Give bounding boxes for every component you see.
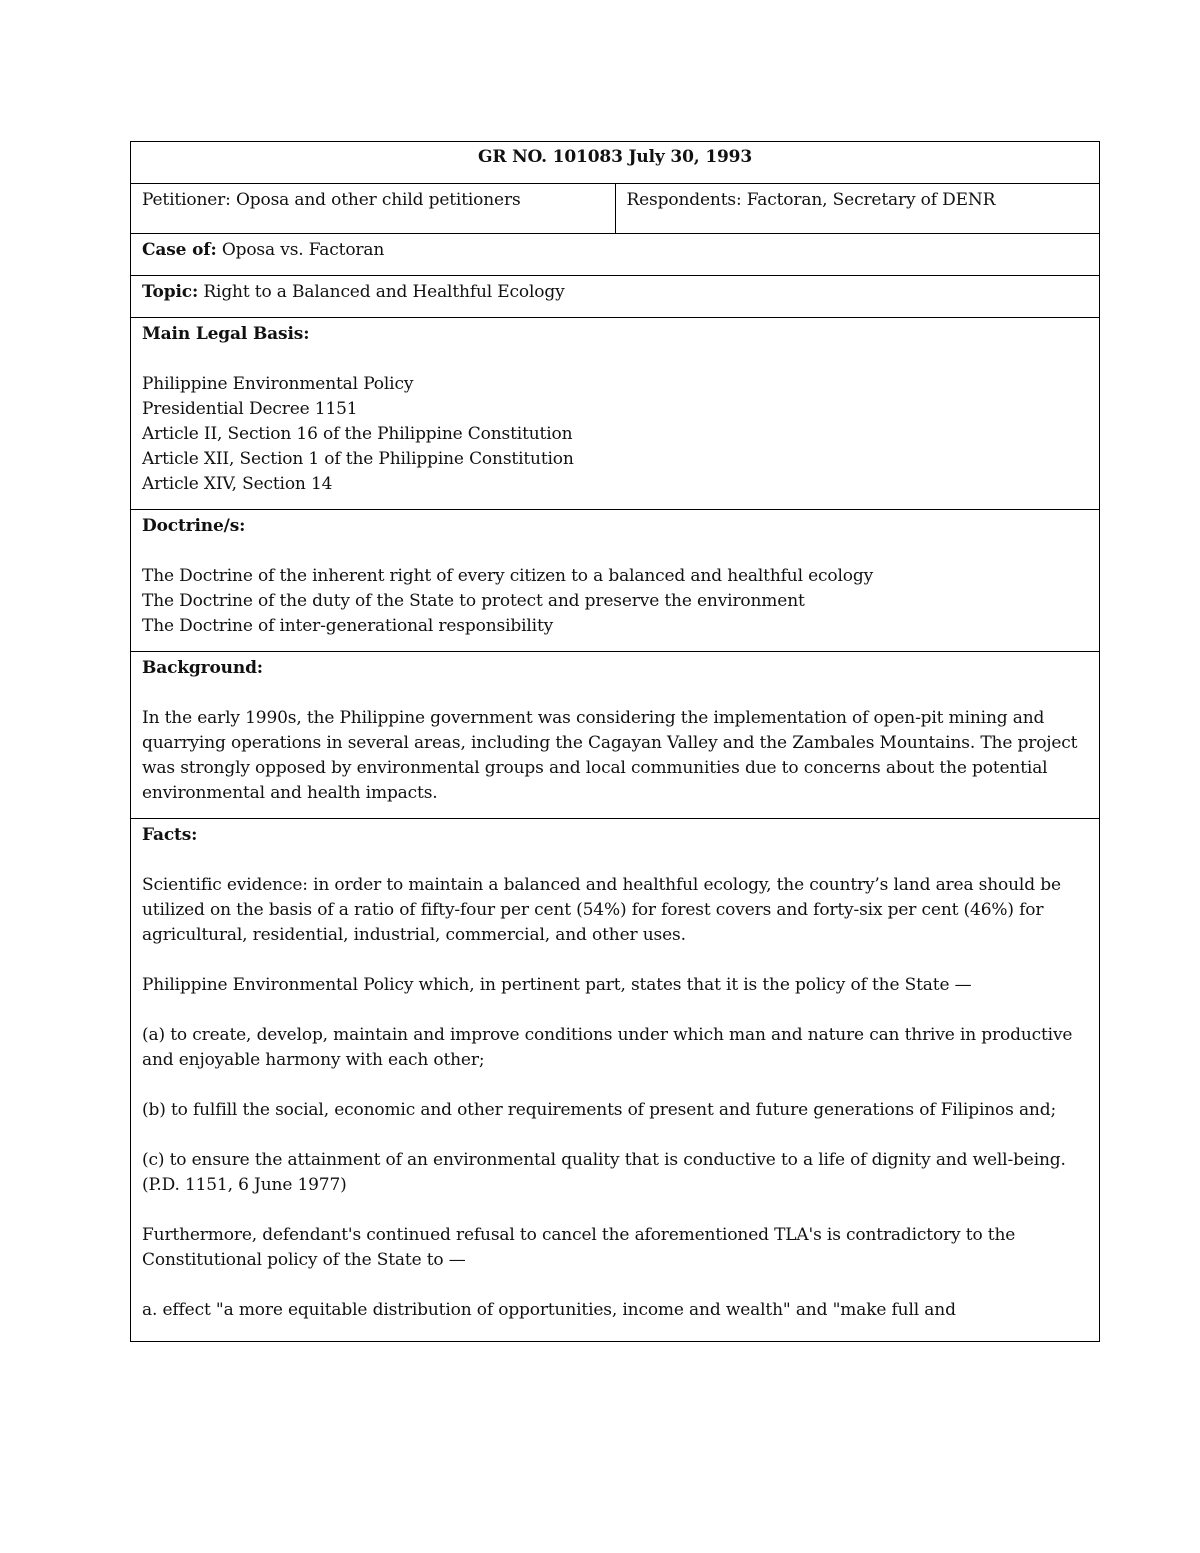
legal-basis-row bbox=[131, 318, 1100, 510]
case-of-row bbox=[131, 234, 1100, 276]
doctrine-item: The Doctrine of inter-generational responsibility bbox=[142, 616, 554, 636]
facts-paragraph: a. effect "a more equitable distribution of opportunities, income and wealth" and "make full and bbox=[142, 1300, 956, 1320]
doctrine-item: The Doctrine of the inherent right of every citizen to a balanced and healthful ecology bbox=[142, 566, 874, 586]
facts-cell bbox=[131, 819, 1100, 1342]
doctrine-item: The Doctrine of the duty of the State to protect and preserve the environment bbox=[142, 591, 805, 611]
facts-paragraph: (b) to fulfill the social, economic and other requirements of present and future generations of Filipinos and; bbox=[142, 1100, 1057, 1120]
title-row bbox=[131, 142, 1100, 184]
legal-basis-label: Main Legal Basis: bbox=[142, 324, 310, 344]
background-row bbox=[131, 652, 1100, 819]
facts-row bbox=[131, 819, 1100, 1342]
parties-row bbox=[131, 184, 1100, 234]
background-cell bbox=[131, 652, 1100, 819]
case-of-cell bbox=[131, 234, 1100, 276]
topic-value: Right to a Balanced and Healthful Ecology bbox=[198, 282, 565, 302]
doctrines-row bbox=[131, 510, 1100, 652]
case-digest-table bbox=[130, 141, 1100, 1342]
doctrines-label: Doctrine/s: bbox=[142, 516, 246, 536]
legal-basis-item: Presidential Decree 1151 bbox=[142, 399, 358, 419]
facts-paragraph: Philippine Environmental Policy which, in pertinent part, states that it is the policy of the State — bbox=[142, 975, 972, 995]
background-text: In the early 1990s, the Philippine government was considering the implementation of open-pit mining and quarrying operations in several areas, including the Cagayan Valley and the Zambales Mountains. The project was strongly opposed by environmental groups and local communities due to concerns about the potential environmental and health impacts. bbox=[142, 708, 1078, 803]
legal-basis-item: Philippine Environmental Policy bbox=[142, 374, 414, 394]
doctrines-cell bbox=[131, 510, 1100, 652]
legal-basis-item: Article XII, Section 1 of the Philippine Constitution bbox=[142, 449, 574, 469]
topic-cell bbox=[131, 276, 1100, 318]
facts-paragraph: Scientific evidence: in order to maintain a balanced and healthful ecology, the country’s land area should be utilized on the basis of a ratio of fifty-four per cent (54%) for forest covers and forty-six per cent (46%) for agricultural, residential, industrial, commercial, and other uses. bbox=[142, 875, 1061, 945]
facts-paragraph: Furthermore, defendant's continued refusal to cancel the aforementioned TLA's is contradictory to the Constitutional policy of the State to — bbox=[142, 1225, 1016, 1270]
topic-row bbox=[131, 276, 1100, 318]
facts-paragraph: (c) to ensure the attainment of an environmental quality that is conductive to a life of dignity and well-being. (P.D. 1151, 6 June 1977) bbox=[142, 1150, 1066, 1195]
facts-label: Facts: bbox=[142, 825, 198, 845]
facts-paragraph: (a) to create, develop, maintain and improve conditions under which man and nature can thrive in productive and enjoyable harmony with each other; bbox=[142, 1025, 1073, 1070]
facts-content bbox=[142, 823, 1088, 1341]
respondents-cell: Respondents: Factoran, Secretary of DENR bbox=[615, 184, 1100, 234]
topic-label: Topic: bbox=[142, 282, 199, 302]
case-of-value: Oposa vs. Factoran bbox=[216, 240, 385, 260]
legal-basis-item: Article XIV, Section 14 bbox=[142, 474, 333, 494]
case-title: GR NO. 101083 July 30, 1993 bbox=[131, 142, 1100, 184]
case-of-label: Case of: bbox=[142, 240, 217, 260]
legal-basis-item: Article II, Section 16 of the Philippine Constitution bbox=[142, 424, 573, 444]
petitioner-cell: Petitioner: Oposa and other child petitioners bbox=[131, 184, 616, 234]
background-label: Background: bbox=[142, 658, 263, 678]
legal-basis-cell bbox=[131, 318, 1100, 510]
